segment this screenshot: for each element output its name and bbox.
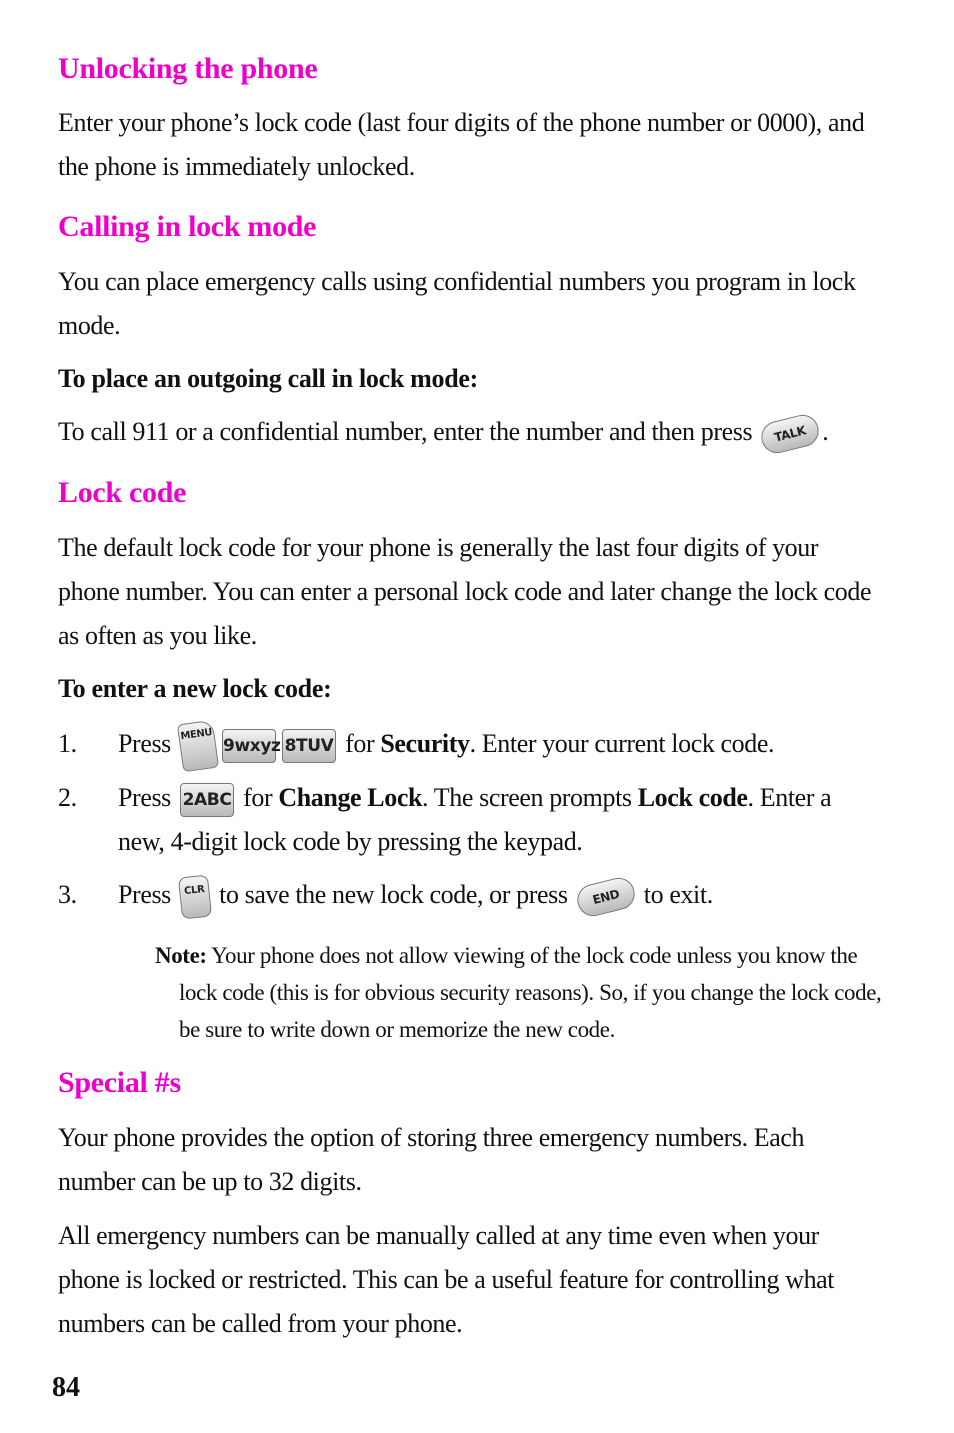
step-rest: . Enter a new, 4-digit lock code by pressing the keypad. [118,783,832,856]
clr-key-icon: CLR [178,875,212,920]
subheading-outgoing-call: To place an outgoing call in lock mode: [58,364,478,393]
note-block [155,937,889,1048]
heading-calling-lock-mode: Calling in lock mode [58,210,317,243]
security-label: Security [380,729,470,758]
paragraph-lock-code: The default lock code for your phone is generally the last four digits of your phone number. You can enter a personal lock code and later change the lock code as often as you like. [58,533,872,650]
step-text [118,873,878,918]
heading-special-numbers: Special #s [58,1066,181,1099]
nine-key-icon: 9wxyz [222,729,276,763]
step-number: 1. [58,729,77,758]
eight-key-icon: 8TUV [282,729,336,763]
paragraph-calling-lock-mode: You can place emergency calls using confidential numbers you program in lock mode. [58,267,856,340]
paragraph-special-1: Your phone provides the option of storing three emergency numbers. Each number can be up to 32 digits. [58,1123,805,1196]
talk-key-icon: TALK [758,411,822,456]
step-press-label: Press [118,729,171,758]
step-mid-text: . The screen prompts [422,783,632,812]
paragraph-unlocking: Enter your phone’s lock code (last four digits of the phone number or 0000), and the phone is immediately unlocked. [58,108,865,181]
step-text [118,776,878,864]
heading-unlocking: Unlocking the phone [58,52,318,85]
end-key-icon: END [574,874,638,919]
step-rest: to exit. [643,880,713,909]
step-connector: for [243,783,273,812]
step-number: 3. [58,880,77,909]
note-label: Note: [155,943,207,968]
outgoing-call-period: . [822,417,829,446]
two-key-icon: 2ABC [180,783,234,817]
step-press-label: Press [118,783,171,812]
note-text: Your phone does not allow viewing of the lock code unless you know the lock code (this is for obvious security reasons). So, if you change the lock code, be sure to write down or memorize the new code. [179,943,882,1042]
step-press-label: Press [118,880,171,909]
step-connector: for [345,729,375,758]
heading-lock-code: Lock code [58,476,187,509]
subheading-new-lock-code: To enter a new lock code: [58,674,332,703]
paragraph-outgoing-call [58,410,878,454]
paragraph-special-2: All emergency numbers can be manually called at any time even when your phone is locked or restricted. This can be a useful feature for controlling what numbers can be called from your phone. [58,1221,835,1338]
menu-key-icon: MENU [177,720,219,773]
page-number: 84 [52,1372,80,1403]
step-rest: . Enter your current lock code. [469,729,775,758]
step-connector: to save the new lock code, or press [219,880,568,909]
lock-code-label: Lock code [637,783,748,812]
step-text [118,722,878,770]
step-number: 2. [58,783,77,812]
outgoing-call-text: To call 911 or a confidential number, enter the number and then press [58,417,753,446]
change-lock-label: Change Lock [278,783,423,812]
